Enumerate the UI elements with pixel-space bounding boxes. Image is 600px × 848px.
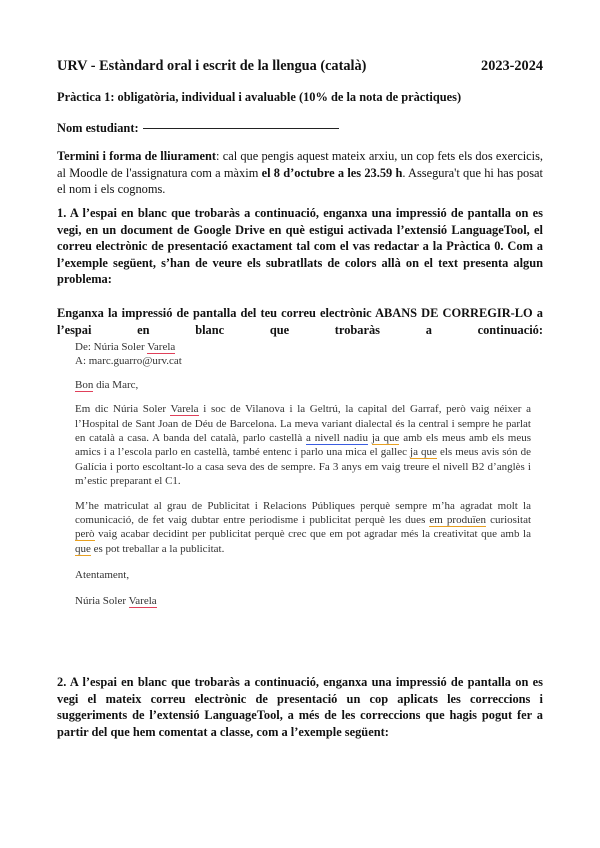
instruction-word: blanc [195,322,225,337]
student-name-blank[interactable] [143,128,339,129]
email-greeting: Bon dia Marc, [75,378,139,391]
spell-underline: Varela [128,594,157,607]
exercise-2-text: 2. A l’espai en blanc que trobaràs a continuació, enganxa una impressió de pantalla on es vegi el mateix correu electrònic de presentació un cop aplicats les correccions i suggeriments de l’extensió LanguageTool, a més de les correccions que hagis pogut fer a partir del que hem comentat a classe, com a l’exemple següent: [57,675,543,739]
grammar-underline: ja que [371,432,400,445]
deadline-date: el 8 d’octubre a les 23.59 h [261,165,403,180]
deadline-text-a: : cal que pengis aquest mateix arxiu, un cop fets els dos exercicis, al Moodle de l'assignatura com a màxim [57,149,543,180]
spell-underline: Varela [170,403,199,416]
course-title: URV - Estàndard oral i escrit de la llengua (català) [57,58,367,74]
student-label: Nom estudiant: [57,121,139,135]
email-paragraph-2: M’he matriculat al grau de Publicitat i Relacions Públiques perquè sempre m’ha agradat molt la comunicació, de fet vaig dubtar entre periodisme i publicitat perquè les dues em produïen curiositat però vaig acabar decidint per publicitat perquè crec que em pot agradar més la creativitat que amb la que es pot treballar a la publicitat. [75,499,532,555]
exercise-1-text: 1. A l’espai en blanc que trobaràs a continuació, enganxa una impressió de pantalla on es vegi, en un document de Google Drive en què estigui activada l’extensió LanguageTool, el correu electrònic de presentació exactament tal com el vas redactar a la Pràctica 0. Com a l’exemple següent, s’han de veure els subratllats de colors allà on el text presenta algun problema: [57,206,543,286]
email-to: A: marc.guarro@urv.cat [75,355,182,368]
grammar-underline: però [75,528,95,541]
spell-underline: Varela [147,341,176,353]
document-header [57,58,543,75]
email-screenshot [75,340,531,608]
style-underline: a nivell nadiu [306,432,368,445]
instruction-word: a [425,322,432,337]
academic-year: 2023-2024 [481,58,543,74]
email-closing: Atentament, [75,569,130,582]
student-name-row [57,120,543,137]
instruction-word: que [269,322,290,337]
grammar-underline: que [75,542,91,555]
practice-line: Pràctica 1: obligatòria, individual i avaluable (10% de la nota de pràctiques) [57,90,462,104]
deadline-paragraph [57,148,543,198]
grammar-underline: ja que [410,446,437,459]
instruction-word: l’espai [57,322,92,337]
paste-instruction-line2 [57,322,543,339]
deadline-label: Termini i forma de lliurament [57,149,217,163]
grammar-underline: em produïen [429,514,487,527]
email-from: De: Núria Soler Varela [75,341,176,353]
spell-underline: Bon [75,378,94,391]
instruction-word: en [137,322,150,337]
deadline-text-b: . Assegura't que hi has posat el nom i els cognoms. [57,165,543,196]
instruction-word: trobaràs [334,322,380,337]
email-signature: Núria Soler Varela [75,594,157,607]
email-paragraph-1: Em dic Núria Soler Varela i soc de Vilanova i la Geltrú, la capital del Garraf, però vaig néixer a l’Hospital de Sant Joan de Déu de Barcelona. La meva variant dialectal és la central i sempre he parlat en català a casa. A banda del català, parlo castellà a nivell nadiu ja que amb els meus amb els meus amics i a l’escola parlo en castellà, també entenc i parlo una mica el gallec ja que els meus avis són de Galícia i porto escoltant-lo a casa seva des de sempre. Fa 3 anys em vaig treure el nivell B2 d’anglès i m’estic preparant el C1. [75,403,532,488]
paste-instruction-line1: Enganxa la impressió de pantalla del teu correu electrònic ABANS DE CORREGIR-LO a [57,306,543,320]
paste-instruction [57,305,543,338]
instruction-word: continuació: [477,322,543,337]
